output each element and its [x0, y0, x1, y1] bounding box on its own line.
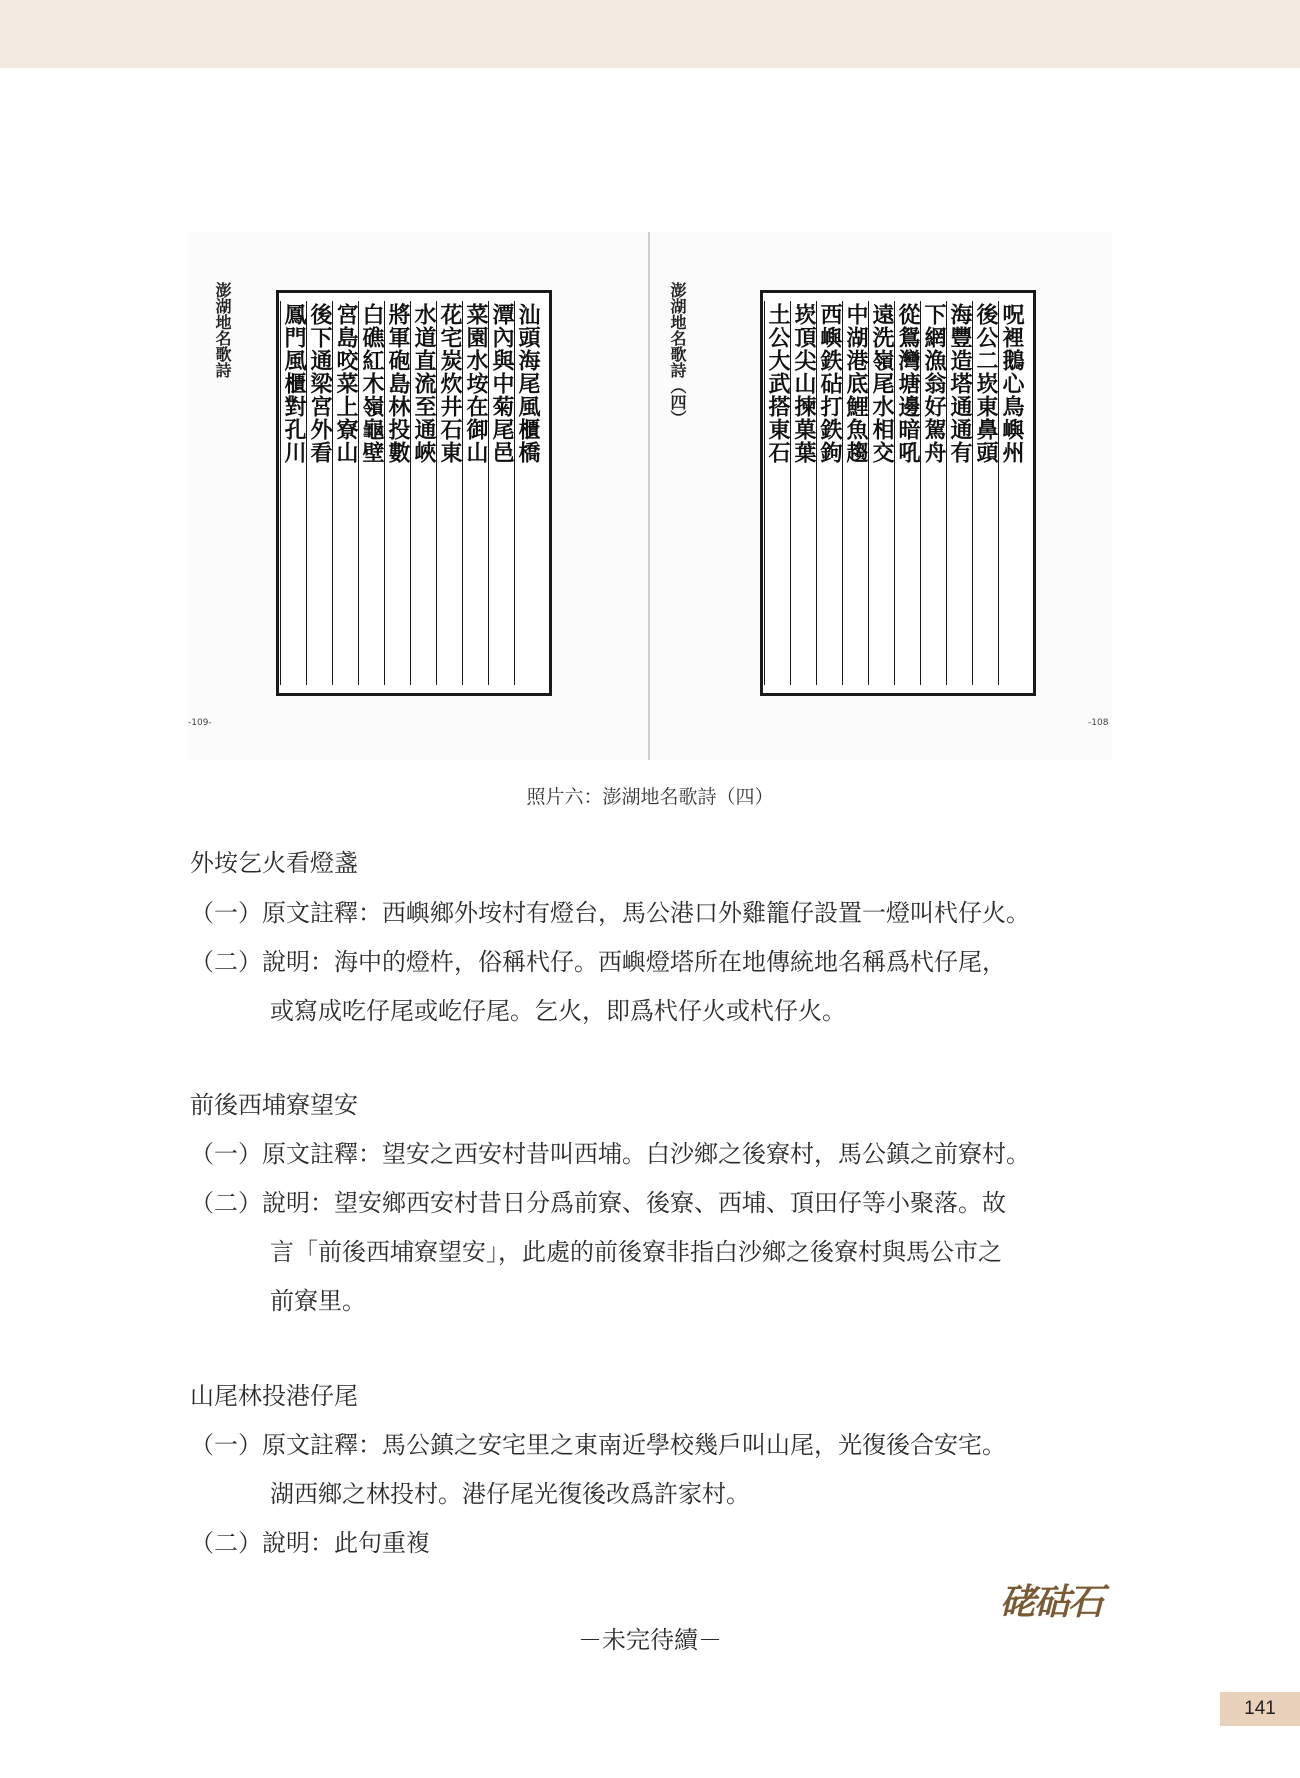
- entry-2-item-2: （二）說明：望安鄉西安村昔日分爲前寮、後寮、西埔、頂田仔等小聚落。故: [190, 1189, 1006, 1217]
- left-page-verse-1: 汕頭海尾風櫃橋: [515, 303, 541, 464]
- right-page-frame: [760, 290, 1036, 696]
- magazine-logo: 硓𥑮石: [1000, 1581, 1103, 1623]
- right-page-header-note: 澎湖地名歌詩（四）: [668, 282, 687, 426]
- right-page-verse-8: 西嶼鉄砧打鉄鉤: [817, 303, 843, 464]
- photo-caption: 照片六：澎湖地名歌詩（四）: [526, 786, 774, 808]
- right-page-verse-5: 從鴛灣塘邊暗吼: [895, 303, 921, 464]
- entry-2-item-2-cont-2: 前寮里。: [270, 1287, 366, 1315]
- book-spine: [648, 232, 650, 760]
- entry-1-title: 外垵乞火看燈盞: [190, 849, 358, 877]
- page-number: 141: [1220, 1692, 1300, 1726]
- entry-1-item-2: （二）說明：海中的燈杵，俗稱杙仔。西嶼燈塔所在地傳統地名稱爲杙仔尾，: [190, 948, 1006, 976]
- right-page-verse-7: 中湖港底鯉魚趨: [843, 303, 869, 464]
- right-page-folio: -108: [1088, 718, 1109, 728]
- right-page-column-rule: [764, 301, 765, 685]
- left-page-frame: [276, 290, 552, 696]
- right-page-verse-3: 海豐造塔通通有: [947, 303, 973, 464]
- header-band: [0, 0, 1300, 68]
- book-scan-photo: [188, 232, 1112, 760]
- entry-3-item-2: （二）說明：此句重複: [190, 1529, 430, 1557]
- left-page-verse-2: 潭內與中菊尾邑: [489, 303, 515, 464]
- left-page-verse-7: 白礁紅木嶺龜壁: [359, 303, 385, 464]
- left-page-verse-8: 宮島咬菜上寮山: [333, 303, 359, 464]
- left-page-verse-10: 鳳門風櫃對孔川: [281, 303, 307, 464]
- entry-3-title: 山尾林投港仔尾: [190, 1382, 358, 1410]
- left-page-verse-9: 後下通梁宮外看: [307, 303, 333, 464]
- right-page-verse-1: 呪裡鵝心鳥嶼州: [999, 303, 1025, 464]
- left-page-column-rule: [280, 301, 281, 685]
- left-page-verse-6: 將軍砲島林投數: [385, 303, 411, 464]
- entry-1-item-2-cont: 或寫成吃仔尾或屹仔尾。乞火，即爲杙仔火或杙仔火。: [270, 997, 846, 1025]
- entry-3-item-1: （一）原文註釋：馬公鎮之安宅里之東南近學校幾戶叫山尾，光復後合安宅。: [190, 1431, 1006, 1459]
- left-page-header-note: 澎湖地名歌詩: [213, 282, 232, 378]
- left-page-verse-3: 菜園水垵在御山: [463, 303, 489, 464]
- left-page-verse-5: 水道直流至通峽: [411, 303, 437, 464]
- entry-3-item-1-cont: 湖西鄉之林投村。港仔尾光復後改爲許家村。: [270, 1480, 750, 1508]
- right-page-verse-9: 崁頂尖山揀菓葉: [791, 303, 817, 464]
- left-page-verse-4: 花宅炭炊井石東: [437, 303, 463, 464]
- right-page-verse-6: 遠洗嶺尾水相交: [869, 303, 895, 464]
- right-page-verse-2: 後公二崁東鼻頭: [973, 303, 999, 464]
- right-page-verse-4: 下網漁翁好駕舟: [921, 303, 947, 464]
- left-page-folio: -109-: [188, 718, 212, 728]
- to-be-continued: －未完待續－: [578, 1626, 722, 1654]
- entry-1-item-1: （一）原文註釋：西嶼鄉外垵村有燈台，馬公港口外雞籠仔設置一燈叫杙仔火。: [190, 899, 1030, 927]
- entry-2-item-1: （一）原文註釋：望安之西安村昔叫西埔。白沙鄉之後寮村，馬公鎮之前寮村。: [190, 1140, 1030, 1168]
- entry-2-item-2-cont-1: 言「前後西埔寮望安」，此處的前後寮非指白沙鄉之後寮村與馬公市之: [270, 1238, 1002, 1266]
- entry-2-title: 前後西埔寮望安: [190, 1091, 358, 1119]
- right-page-verse-10: 土公大武搭東石: [765, 303, 791, 464]
